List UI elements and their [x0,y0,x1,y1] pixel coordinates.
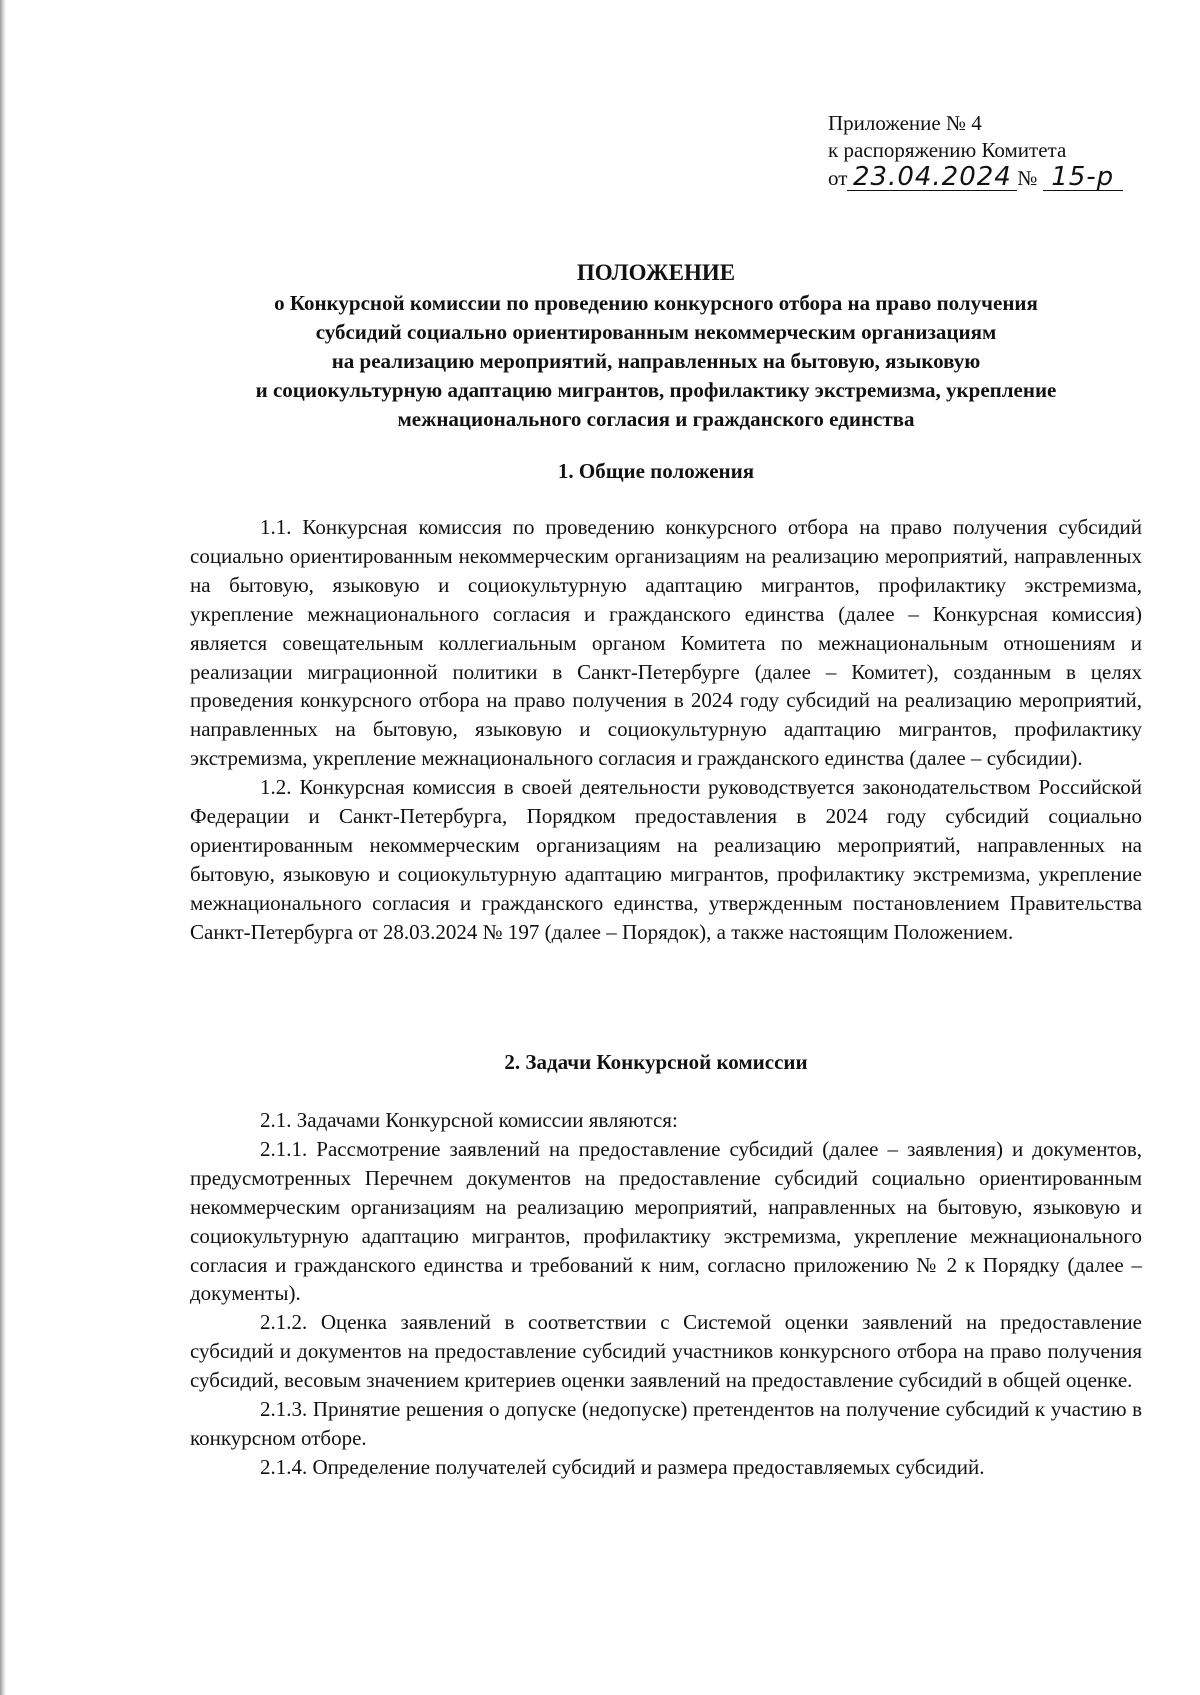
paragraph-2-1-2: 2.1.2. Оценка заявлений в соответствии с Системой оценки заявлений на предоставление субсидий и документов на предоставление субсидий участников конкурсного отбора на право получения субсидий, весовым значением критериев оценки заявлений на предоставление субсидий в общей оценке. [190,1310,1142,1393]
handwritten-number: 15-р [1043,164,1123,191]
title-subtitle-line: межнационального согласия и гражданского единства [397,407,915,431]
appendix-number: Приложение № 4 [828,111,982,135]
appendix-date-line [828,164,1158,192]
appendix-header [828,110,1158,192]
paragraph-2-1-4: 2.1.4. Определение получателей субсидий и размера предоставляемых субсидий. [260,1454,985,1479]
title-main: ПОЛОЖЕНИЕ [576,260,736,285]
paragraph-1-1: 1.1. Конкурсная комиссия по проведению конкурсного отбора на право получения субсидий социально ориентированным некоммерческим организациям на реализацию мероприятий, направленных на бытовую, языковую и социокультурную адаптацию мигрантов, профилактику экстремизма, укрепление межнационального согласия и гражданского единства (далее – Конкурсная комиссия) является совещательным коллегиальным органом Комитета по межнациональным отношениям и реализации миграционной политики в Санкт-Петербурге (далее – Комитет), созданным в целях проведения конкурсного отбора на право получения в 2024 году субсидий на реализацию мероприятий, направленных на бытовую, языковую и социокультурную адаптацию мигрантов, профилактику экстремизма, укрепление межнационального согласия и гражданского единства (далее – субсидии). [190,515,1142,771]
title-subtitle-line: на реализацию мероприятий, направленных на бытовую, языковую [331,349,981,373]
paragraph-2-1-3: 2.1.3. Принятие решения о допуске (недопуске) претендентов на получение субсидий к участию в конкурсном отборе. [190,1397,1142,1450]
document-title [150,258,1162,434]
title-subtitle-line: субсидий социально ориентированным некоммерческим организациям [315,320,997,344]
section-1-heading: 1. Общие положения [557,459,755,483]
title-subtitle-line: о Конкурсной комиссии по проведению конкурсного отбора на право получения [274,291,1038,315]
section-1-body [190,513,1142,947]
number-prefix: № [1017,166,1038,190]
paragraph-2-1-1: 2.1.1. Рассмотрение заявлений на предоставление субсидий (далее – заявления) и документов, предусмотренных Перечнем документов на предоставление субсидий социально ориентированным некоммерческим организациям на реализацию мероприятий, направленных на бытовую, языковую и социокультурную адаптацию мигрантов, профилактику экстремизма, укрепление межнационального согласия и гражданского единства и требований к ним, согласно приложению № 2 к Порядку (далее – документы). [190,1136,1142,1306]
scan-edge-shadow [0,0,6,1695]
appendix-reference: к распоряжению Комитета [828,138,1067,162]
from-prefix: от [828,166,848,190]
handwritten-date: 23.04.2024 [847,164,1017,191]
section-2-body [190,1106,1142,1482]
paragraph-1-2: 1.2. Конкурсная комиссия в своей деятельности руководствуется законодательством Российской Федерации и Санкт-Петербурга, Порядком предоставления в 2024 году субсидий социально ориентированным некоммерческим организациям на реализацию мероприятий, направленных на бытовую, языковую и социокультурную адаптацию мигрантов, профилактику экстремизма, укрепление межнационального согласия и гражданского единства, утвержденным постановлением Правительства Санкт-Петербурга от 28.03.2024 № 197 (далее – Порядок), а также настоящим Положением. [190,775,1142,944]
title-subtitle-line: и социокультурную адаптацию мигрантов, профилактику экстремизма, укрепление [255,378,1057,402]
section-2-heading: 2. Задачи Конкурсной комиссии [504,1050,808,1074]
paragraph-2-1: 2.1. Задачами Конкурсной комиссии являются: [260,1108,678,1132]
